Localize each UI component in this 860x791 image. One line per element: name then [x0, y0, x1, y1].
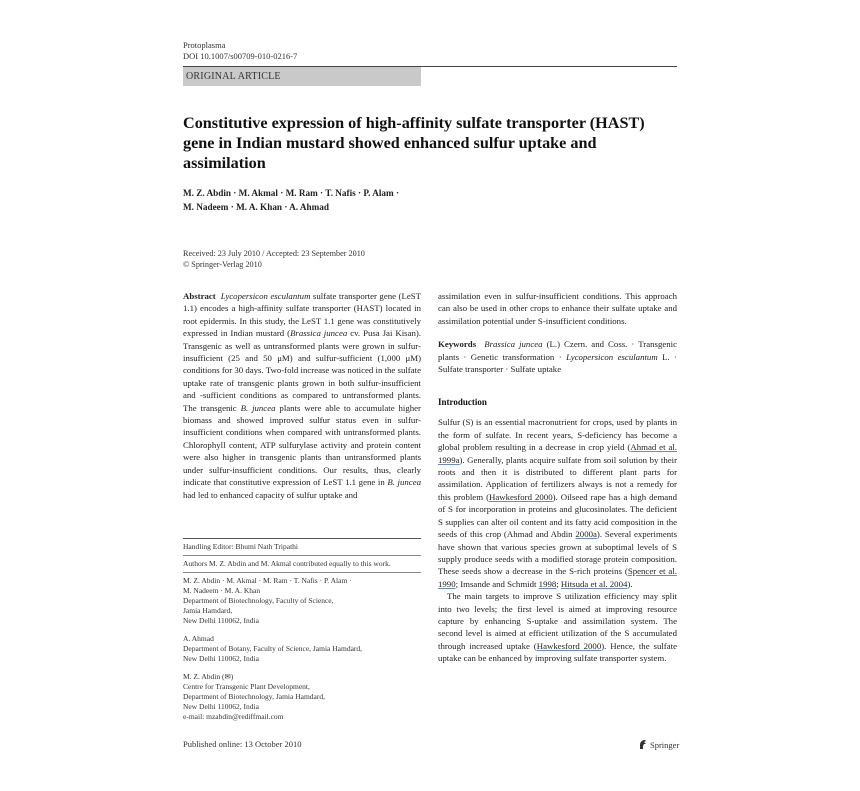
aff3-line: Department of Biotechnology, Jamia Hamdard,: [183, 692, 325, 701]
intro-text: Sulfur (S) is an essential macronutrient for crops, used by plants in the form of sulfate. In recent years, S-deficiency has become a global problem resulting in a decrease in crop yield (: [438, 417, 677, 453]
handling-editor: Handling Editor: Bhumi Nath Tripathi: [183, 538, 421, 552]
published-online: Published online: 13 October 2010: [183, 739, 302, 749]
left-column: [183, 290, 421, 501]
citation-link[interactable]: Spencer et al. 1990: [438, 566, 677, 589]
intro-text: ). Generally, plants acquire sulfate from soil solution by their roots and then it is distributed to different plant parts for assimilation. Application of fertilizers always is not a remedy for this problem (: [438, 454, 677, 502]
aff2-line: A. Ahmad: [183, 634, 214, 643]
doi[interactable]: DOI 10.1007/s00709-010-0216-7: [183, 51, 298, 61]
intro-text: ).: [627, 578, 633, 589]
affiliation-1: [183, 572, 421, 626]
copyright: © Springer-Verlag 2010: [183, 259, 262, 269]
footnotes: [183, 538, 421, 722]
citation-link[interactable]: 2000a: [575, 529, 597, 540]
aff3-line: Centre for Transgenic Plant Development,: [183, 682, 310, 691]
intro-text: ; Imsande and Schmidt: [455, 578, 539, 589]
intro-text: The main targets to improve S utilization efficiency may split into two levels; the first level is aimed at improving resource capture by enhancing S-uptake and assimilation system. The second level is aimed at efficient utilization of the S accumulated through increased uptake (: [438, 591, 677, 651]
corresponding-email[interactable]: e-mail: mzabdin@rediffmail.com: [183, 712, 284, 721]
abstract-text-4: had led to enhanced capacity of sulfur uptake and: [183, 489, 358, 500]
publisher-logo: [638, 739, 679, 750]
aff2-line: New Delhi 110062, India: [183, 654, 259, 663]
keyword-species-2: Lycopersicon esculantum: [566, 351, 658, 362]
citation-link[interactable]: Hawkesford 2000: [536, 640, 602, 651]
citation-link[interactable]: Hitsuda et al. 2004: [560, 578, 628, 589]
abstract-species: Lycopersicon esculantum: [220, 291, 311, 301]
introduction-heading: Introduction: [438, 397, 487, 408]
received-accepted: Received: 23 July 2010 / Accepted: 23 September 2010: [183, 249, 365, 258]
author-line-1: M. Z. Abdin · M. Akmal · M. Ram · T. Nafis · P. Alam ·: [183, 188, 400, 198]
intro-text: ). Hence, the sulfate uptake can be enhanced by improving sulfate transporter system.: [438, 640, 677, 664]
citation-link[interactable]: Hawkesford 2000: [489, 491, 553, 502]
keywords-text-1: (L.) Czern. and Coss. · Transgenic plants · Genetic transformation ·: [438, 339, 678, 362]
keywords: [438, 338, 677, 375]
aff3-line: M. Z. Abdin (✉): [183, 672, 234, 681]
right-column: [438, 290, 677, 665]
abstract-text-3: plants were able to accumulate higher biomass and showed improved sulfur status even in sulfur-insufficient conditions when compared with untransformed plants. Chlorophyll content, ATP sulfurylase activity and protein content were also higher in transgenic plants than untransformed plants under sulfur-insufficient conditions. Our results, thus, clearly indicate that constitutive expression of LeST 1.1 gene in: [183, 402, 421, 488]
aff1-line: Department of Biotechnology, Faculty of Science,: [183, 596, 334, 605]
intro-paragraph-2: [438, 590, 677, 664]
author-list: [183, 187, 433, 214]
publication-dates: [183, 249, 423, 270]
aff3-line: New Delhi 110062, India: [183, 702, 259, 711]
abstract-continued: assimilation even in sulfur-insufficient conditions. This approach can also be used in other crops to enhance their sulfate uptake and assimilation potential under S-insufficient conditions.: [438, 291, 677, 326]
author-line-2: M. Nadeem · M. A. Khan · A. Ahmad: [183, 201, 329, 212]
abstract: [183, 290, 421, 501]
intro-paragraph-1: [438, 416, 677, 590]
intro-text: ). Oilseed rape has a high demand of S for incorporation in proteins and glucosinolates. The deficient S supplies can alter oil content and its fatty acid composition in the seeds of this crop (Ahmad and Abdin: [438, 491, 677, 540]
abstract-text-1: sulfate transporter gene (LeST 1.1) encodes a high-affinity sulfate transporter (HAST) located in root epidermis. In this study, the LeST 1.1 gene was constitutively expressed in Indian mustard (: [183, 291, 421, 339]
aff1-line: M. Nadeem · M. A. Khan: [183, 586, 261, 595]
aff1-line: M. Z. Abdin · M. Akmal · M. Ram · T. Nafis · P. Alam ·: [183, 576, 352, 585]
keywords-label: Keywords: [438, 339, 477, 350]
abstract-species-3: B. juncea: [240, 402, 276, 413]
aff1-line: New Delhi 110062, India: [183, 616, 259, 625]
keywords-text-2: L. · Sulfate transporter · Sulfate uptake: [438, 351, 677, 375]
article-type-banner: ORIGINAL ARTICLE: [183, 67, 421, 86]
aff2-line: Department of Botany, Faculty of Science, Jamia Hamdard,: [183, 644, 363, 653]
publisher-name: Springer: [650, 739, 680, 750]
intro-text: ). Several experiments have shown that various species grown at suboptimal levels of S supply produce seeds with a modified storage protein composition. These seeds show a decrease in the S-rich proteins (: [438, 529, 677, 577]
journal-name: Protoplasma: [183, 40, 226, 50]
abstract-species-4: B. juncea: [387, 477, 421, 488]
abstract-label: Abstract: [183, 291, 216, 301]
affiliation-2: [183, 634, 421, 664]
aff1-line: Jamia Hamdard,: [183, 606, 233, 615]
abstract-species-2: Brassica juncea: [290, 328, 348, 339]
affiliation-3: [183, 672, 421, 722]
contribution-note: Authors M. Z. Abdin and M. Akmal contributed equally to this work.: [183, 555, 421, 569]
journal-header: [183, 40, 297, 62]
citation-link[interactable]: 1998: [538, 578, 557, 589]
abstract-text-2: cv. Pusa Jai Kisan). Transgenic as well as untransformed plants were grown in sulfur-insufficient (25 and 50 μM) and sulfur-sufficient (1,000 μM) conditions for 30 days. Two-fold increase was noticed in the sulfate uptake rate of transgenic plants grown in both sulfur-insufficient and -sufficient conditions as compared to untransformed plants. The transgenic: [183, 328, 421, 413]
springer-horse-icon: [638, 739, 648, 750]
paper-title: Constitutive expression of high-affinity sulfate transporter (HAST) gene in Indian mustard showed enhanced sulfur uptake and assimilation: [183, 114, 645, 172]
intro-text: ;: [556, 578, 561, 589]
keyword-species-1: Brassica juncea: [484, 339, 543, 350]
citation-link[interactable]: Ahmad et al. 1999a: [438, 442, 677, 465]
